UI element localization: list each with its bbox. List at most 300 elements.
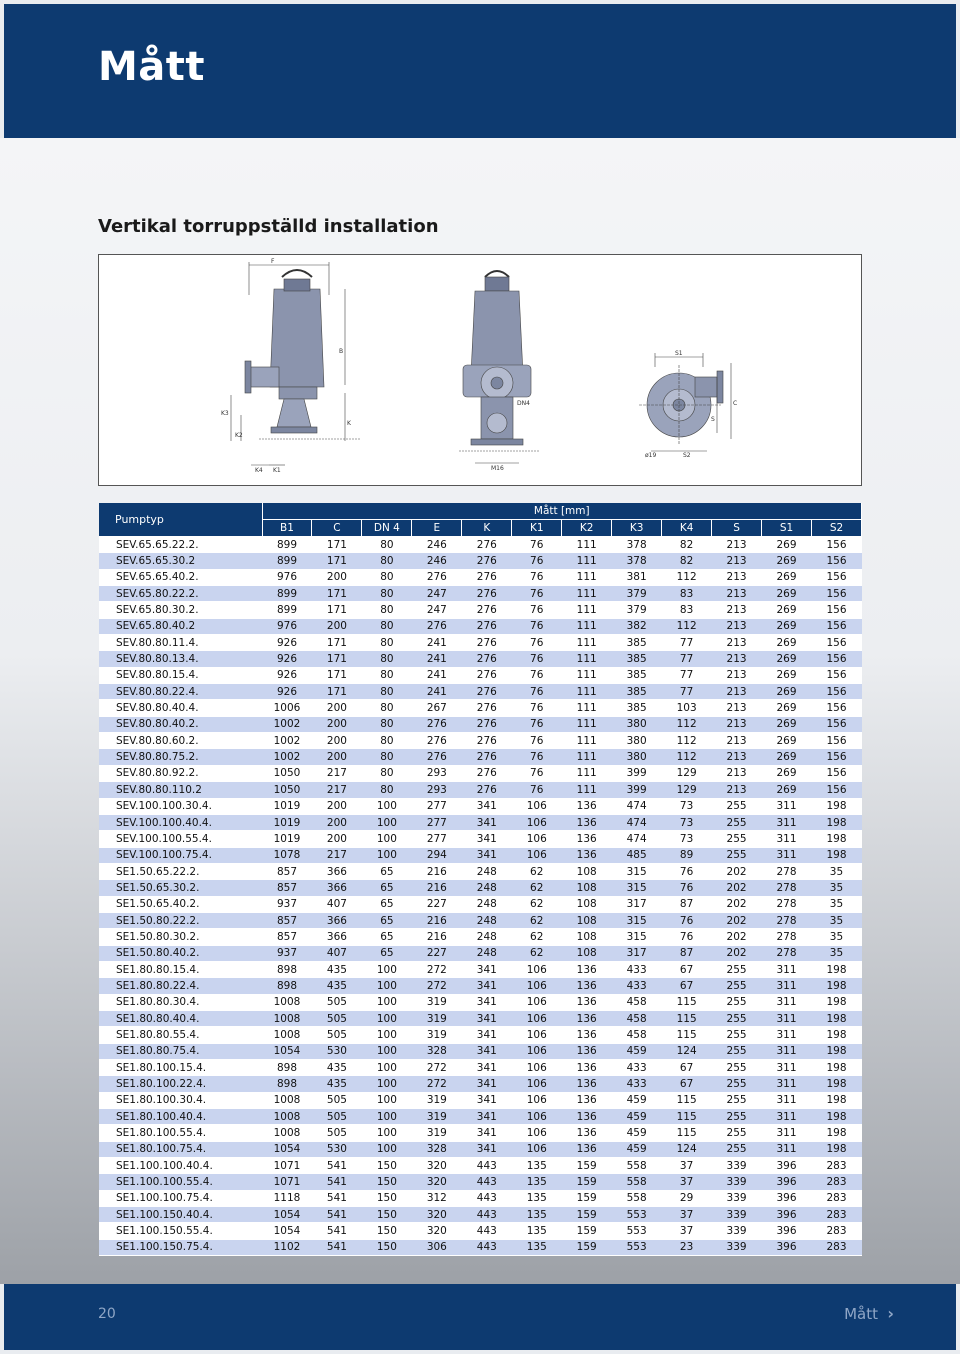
dimension-cell: 115 — [662, 1125, 712, 1141]
pump-type-cell: SE1.80.100.40.4. — [99, 1109, 262, 1125]
dimension-cell: 100 — [362, 1076, 412, 1092]
dimension-cell: 106 — [512, 1141, 562, 1157]
dimension-cell: 213 — [712, 618, 762, 634]
dimension-cell: 100 — [362, 978, 412, 994]
label-k3: K3 — [221, 410, 229, 417]
label-m16: M16 — [491, 465, 504, 472]
table-row — [99, 1239, 862, 1255]
dimension-cell: 558 — [612, 1158, 662, 1174]
pump-drawing — [98, 254, 862, 486]
pump-type-cell: SE1.80.100.30.4. — [99, 1092, 262, 1108]
dimension-cell: 1050 — [262, 765, 312, 781]
dimension-cell: 339 — [712, 1223, 762, 1239]
dimension-cell: 136 — [562, 1109, 612, 1125]
dimension-cell: 136 — [562, 1076, 612, 1092]
dimension-cell: 77 — [662, 684, 712, 700]
dimension-cell: 76 — [512, 684, 562, 700]
dimension-cell: 76 — [512, 602, 562, 618]
dimension-cell: 136 — [562, 847, 612, 863]
dimension-cell: 435 — [312, 1076, 362, 1092]
dimension-cell: 213 — [712, 586, 762, 602]
dimension-cell: 198 — [811, 1010, 861, 1026]
dimension-cell: 135 — [512, 1223, 562, 1239]
table-row — [99, 1027, 862, 1043]
dimension-cell: 80 — [362, 684, 412, 700]
column-header: DN 4 — [362, 520, 412, 537]
dimension-cell: 311 — [762, 1043, 812, 1059]
dimension-cell: 311 — [762, 978, 812, 994]
dimension-cell: 459 — [612, 1125, 662, 1141]
dimension-cell: 106 — [512, 994, 562, 1010]
dimension-cell: 1002 — [262, 716, 312, 732]
dimension-cell: 106 — [512, 831, 562, 847]
dimension-cell: 76 — [662, 929, 712, 945]
page-footer — [4, 1284, 956, 1350]
dimension-cell: 65 — [362, 912, 412, 928]
dimension-cell: 136 — [562, 1125, 612, 1141]
dimension-cell: 435 — [312, 961, 362, 977]
dimension-cell: 159 — [562, 1174, 612, 1190]
dimension-cell: 100 — [362, 1109, 412, 1125]
dimension-cell: 213 — [712, 602, 762, 618]
pump-dimension-drawing — [99, 255, 861, 485]
dimension-cell: 458 — [612, 994, 662, 1010]
dimension-cell: 341 — [462, 1010, 512, 1026]
dimension-cell: 106 — [512, 978, 562, 994]
dimension-cell: 136 — [562, 1092, 612, 1108]
dimension-cell: 283 — [811, 1158, 861, 1174]
dimension-cell: 276 — [462, 765, 512, 781]
dimension-cell: 112 — [662, 749, 712, 765]
dimension-cell: 433 — [612, 1060, 662, 1076]
pump-type-cell: SE1.80.80.75.4. — [99, 1043, 262, 1059]
header-group-matt: Mått [mm] — [262, 503, 862, 520]
dimension-cell: 35 — [811, 880, 861, 896]
pump-type-cell: SEV.80.80.60.2. — [99, 733, 262, 749]
dimension-cell: 156 — [811, 700, 861, 716]
dimension-cell: 108 — [562, 880, 612, 896]
dimension-cell: 156 — [811, 749, 861, 765]
dimension-cell: 311 — [762, 1141, 812, 1157]
dimension-cell: 200 — [312, 798, 362, 814]
dimension-cell: 80 — [362, 586, 412, 602]
dimension-cell: 269 — [762, 602, 812, 618]
dimension-cell: 272 — [412, 1060, 462, 1076]
table-row — [99, 618, 862, 634]
dimension-cell: 378 — [612, 553, 662, 569]
dimension-cell: 115 — [662, 1027, 712, 1043]
dimension-cell: 198 — [811, 1043, 861, 1059]
section-title: Vertikal torruppställd installation — [98, 216, 439, 237]
table-row — [99, 1109, 862, 1125]
dimension-cell: 108 — [562, 863, 612, 879]
dimension-cell: 156 — [811, 733, 861, 749]
dimension-cell: 341 — [462, 1043, 512, 1059]
table-row — [99, 798, 862, 814]
pump-type-cell: SE1.50.65.22.2. — [99, 863, 262, 879]
dimension-cell: 328 — [412, 1141, 462, 1157]
dimension-cell: 198 — [811, 961, 861, 977]
dimension-cell: 278 — [762, 863, 812, 879]
pump-type-cell: SEV.65.65.30.2 — [99, 553, 262, 569]
dimension-cell: 76 — [512, 749, 562, 765]
dimension-cell: 381 — [612, 569, 662, 585]
table-row — [99, 733, 862, 749]
dimension-cell: 200 — [312, 814, 362, 830]
dimension-cell: 80 — [362, 569, 412, 585]
dimension-cell: 255 — [712, 814, 762, 830]
dimension-cell: 156 — [811, 602, 861, 618]
column-header: C — [312, 520, 362, 537]
dimension-cell: 246 — [412, 537, 462, 553]
dimension-cell: 198 — [811, 1076, 861, 1092]
pump-type-cell: SEV.100.100.75.4. — [99, 847, 262, 863]
column-header: K3 — [612, 520, 662, 537]
dimension-cell: 112 — [662, 716, 712, 732]
dimension-cell: 111 — [562, 700, 612, 716]
dimension-cell: 272 — [412, 1076, 462, 1092]
dimension-cell: 111 — [562, 569, 612, 585]
dimension-cell: 62 — [512, 929, 562, 945]
dimension-cell: 255 — [712, 847, 762, 863]
dimension-cell: 156 — [811, 569, 861, 585]
dimension-cell: 311 — [762, 1125, 812, 1141]
dimension-cell: 65 — [362, 880, 412, 896]
dimension-cell: 276 — [412, 716, 462, 732]
dimension-cell: 1008 — [262, 1027, 312, 1043]
dimension-cell: 474 — [612, 831, 662, 847]
dimension-cell: 382 — [612, 618, 662, 634]
dimension-cell: 341 — [462, 831, 512, 847]
dimension-cell: 899 — [262, 602, 312, 618]
label-f: F — [271, 258, 275, 265]
dimension-cell: 202 — [712, 912, 762, 928]
dimension-cell: 328 — [412, 1043, 462, 1059]
dimension-cell: 341 — [462, 798, 512, 814]
pump-type-cell: SE1.80.100.22.4. — [99, 1076, 262, 1092]
table-row — [99, 651, 862, 667]
dimension-cell: 255 — [712, 1060, 762, 1076]
table-row — [99, 945, 862, 961]
dimension-cell: 505 — [312, 1010, 362, 1026]
dimension-cell: 171 — [312, 684, 362, 700]
dimension-cell: 558 — [612, 1174, 662, 1190]
dimension-cell: 62 — [512, 945, 562, 961]
table-row — [99, 994, 862, 1010]
dimension-cell: 35 — [811, 863, 861, 879]
pump-type-cell: SE1.50.80.40.2. — [99, 945, 262, 961]
dimension-cell: 366 — [312, 863, 362, 879]
dimension-cell: 111 — [562, 716, 612, 732]
dimension-cell: 341 — [462, 1141, 512, 1157]
dimension-cell: 76 — [512, 553, 562, 569]
dimension-cell: 111 — [562, 618, 612, 634]
dimension-cell: 898 — [262, 1060, 312, 1076]
dimension-cell: 1008 — [262, 1010, 312, 1026]
dimension-cell: 541 — [312, 1207, 362, 1223]
dimension-cell: 1008 — [262, 994, 312, 1010]
dimension-cell: 541 — [312, 1158, 362, 1174]
dimension-cell: 156 — [811, 765, 861, 781]
dimension-cell: 100 — [362, 814, 412, 830]
dimension-cell: 319 — [412, 1092, 462, 1108]
pump-type-cell: SEV.80.80.40.4. — [99, 700, 262, 716]
pump-type-cell: SE1.100.150.55.4. — [99, 1223, 262, 1239]
dimension-cell: 156 — [811, 635, 861, 651]
dimension-cell: 407 — [312, 896, 362, 912]
dimension-cell: 396 — [762, 1223, 812, 1239]
dimension-cell: 898 — [262, 978, 312, 994]
dimension-cell: 76 — [662, 863, 712, 879]
pump-type-cell: SEV.80.80.22.4. — [99, 684, 262, 700]
table-row — [99, 684, 862, 700]
dimension-cell: 198 — [811, 1092, 861, 1108]
pump-type-cell: SE1.80.80.22.4. — [99, 978, 262, 994]
page-number: 20 — [98, 1306, 116, 1322]
dimension-cell: 115 — [662, 1010, 712, 1026]
dimension-cell: 111 — [562, 684, 612, 700]
dimension-cell: 87 — [662, 945, 712, 961]
dimension-cell: 341 — [462, 847, 512, 863]
column-header: E — [412, 520, 462, 537]
column-header: K1 — [512, 520, 562, 537]
dimension-cell: 278 — [762, 880, 812, 896]
dimension-cell: 276 — [462, 749, 512, 765]
dimension-cell: 399 — [612, 782, 662, 798]
dimension-cell: 213 — [712, 684, 762, 700]
dimension-cell: 106 — [512, 1060, 562, 1076]
dimension-cell: 76 — [512, 667, 562, 683]
table-row — [99, 1141, 862, 1157]
pump-top-view — [639, 353, 731, 451]
pump-type-cell: SEV.100.100.40.4. — [99, 814, 262, 830]
dimension-cell: 150 — [362, 1223, 412, 1239]
dimension-cell: 35 — [811, 929, 861, 945]
dimension-cell: 380 — [612, 749, 662, 765]
dimension-cell: 366 — [312, 929, 362, 945]
dimension-cell: 198 — [811, 978, 861, 994]
dimension-cell: 73 — [662, 814, 712, 830]
dimension-cell: 1002 — [262, 733, 312, 749]
dimension-cell: 380 — [612, 733, 662, 749]
dimension-cell: 378 — [612, 537, 662, 553]
pump-type-cell: SEV.80.80.13.4. — [99, 651, 262, 667]
dimension-cell: 319 — [412, 1109, 462, 1125]
dimension-cell: 459 — [612, 1043, 662, 1059]
dimension-cell: 255 — [712, 994, 762, 1010]
dimension-cell: 276 — [462, 635, 512, 651]
dimension-cell: 111 — [562, 537, 612, 553]
dimension-cell: 83 — [662, 586, 712, 602]
dimension-cell: 898 — [262, 961, 312, 977]
dimension-cell: 976 — [262, 569, 312, 585]
pump-front-view — [459, 271, 539, 463]
dimension-cell: 227 — [412, 896, 462, 912]
dimension-cell: 135 — [512, 1174, 562, 1190]
dimension-cell: 198 — [811, 831, 861, 847]
dimension-cell: 898 — [262, 1076, 312, 1092]
dimension-cell: 108 — [562, 896, 612, 912]
dimension-cell: 319 — [412, 1010, 462, 1026]
pump-type-cell: SE1.80.100.55.4. — [99, 1125, 262, 1141]
dimension-cell: 77 — [662, 651, 712, 667]
dimension-cell: 213 — [712, 553, 762, 569]
dimension-cell: 150 — [362, 1158, 412, 1174]
dimension-cell: 135 — [512, 1158, 562, 1174]
dimension-cell: 213 — [712, 700, 762, 716]
dimension-cell: 283 — [811, 1223, 861, 1239]
dimension-cell: 135 — [512, 1190, 562, 1206]
pump-side-view — [231, 262, 361, 465]
dimension-cell: 857 — [262, 880, 312, 896]
dimension-cell: 553 — [612, 1239, 662, 1255]
dimension-cell: 269 — [762, 586, 812, 602]
dimension-cell: 106 — [512, 798, 562, 814]
dimension-cell: 216 — [412, 929, 462, 945]
dimension-cell: 443 — [462, 1239, 512, 1255]
dimension-cell: 129 — [662, 782, 712, 798]
dimension-cell: 1054 — [262, 1223, 312, 1239]
dimension-cell: 213 — [712, 635, 762, 651]
dimension-cell: 341 — [462, 994, 512, 1010]
dimension-cell: 200 — [312, 618, 362, 634]
dimension-cell: 276 — [412, 618, 462, 634]
dimension-cell: 89 — [662, 847, 712, 863]
dimension-cell: 156 — [811, 618, 861, 634]
dimension-cell: 435 — [312, 1060, 362, 1076]
dimension-cell: 112 — [662, 733, 712, 749]
table-row — [99, 1207, 862, 1223]
label-k2: K2 — [235, 432, 243, 439]
column-header: S2 — [811, 520, 861, 537]
dimension-cell: 311 — [762, 1109, 812, 1125]
dimension-cell: 311 — [762, 814, 812, 830]
dimension-cell: 276 — [412, 569, 462, 585]
dimension-cell: 1054 — [262, 1207, 312, 1223]
dimension-cell: 899 — [262, 586, 312, 602]
dimension-cell: 255 — [712, 1092, 762, 1108]
dimension-cell: 65 — [362, 945, 412, 961]
dimension-cell: 255 — [712, 831, 762, 847]
dimension-cell: 246 — [412, 553, 462, 569]
dimension-cell: 276 — [462, 716, 512, 732]
pump-type-cell: SE1.50.65.30.2. — [99, 880, 262, 896]
dimension-cell: 106 — [512, 814, 562, 830]
dimension-cell: 255 — [712, 1125, 762, 1141]
dimension-cell: 433 — [612, 961, 662, 977]
dimension-cell: 396 — [762, 1207, 812, 1223]
dimension-cell: 1008 — [262, 1092, 312, 1108]
dimension-cell: 317 — [612, 945, 662, 961]
dimension-cell: 202 — [712, 945, 762, 961]
pump-type-cell: SEV.80.80.110.2 — [99, 782, 262, 798]
dimension-cell: 505 — [312, 994, 362, 1010]
dimension-cell: 171 — [312, 651, 362, 667]
dimension-cell: 37 — [662, 1207, 712, 1223]
dimension-cell: 294 — [412, 847, 462, 863]
dimension-cell: 100 — [362, 1141, 412, 1157]
dimension-cell: 136 — [562, 798, 612, 814]
dimension-cell: 76 — [512, 618, 562, 634]
dimension-cell: 80 — [362, 782, 412, 798]
dimension-cell: 76 — [512, 635, 562, 651]
dimension-cell: 278 — [762, 929, 812, 945]
dimension-cell: 213 — [712, 569, 762, 585]
pump-type-cell: SE1.100.100.55.4. — [99, 1174, 262, 1190]
dimension-cell: 83 — [662, 602, 712, 618]
dimension-cell: 311 — [762, 1076, 812, 1092]
table-row — [99, 1223, 862, 1239]
pump-type-cell: SE1.100.150.75.4. — [99, 1239, 262, 1255]
table-body — [99, 537, 862, 1256]
dimension-cell: 100 — [362, 1092, 412, 1108]
dimension-cell: 67 — [662, 1076, 712, 1092]
dimension-cell: 200 — [312, 716, 362, 732]
dimension-cell: 396 — [762, 1158, 812, 1174]
dimension-cell: 857 — [262, 929, 312, 945]
dimension-cell: 1008 — [262, 1125, 312, 1141]
dimension-cell: 255 — [712, 978, 762, 994]
dimension-cell: 129 — [662, 765, 712, 781]
pump-type-cell: SEV.80.80.15.4. — [99, 667, 262, 683]
table-row — [99, 716, 862, 732]
table-row — [99, 1060, 862, 1076]
dimension-cell: 315 — [612, 880, 662, 896]
label-b: B — [339, 348, 344, 355]
dimension-cell: 136 — [562, 961, 612, 977]
dimension-cell: 100 — [362, 798, 412, 814]
dimension-cell: 150 — [362, 1207, 412, 1223]
label-k: K — [347, 420, 351, 427]
dimension-cell: 276 — [462, 618, 512, 634]
column-header: S1 — [762, 520, 812, 537]
dimension-cell: 80 — [362, 749, 412, 765]
pump-type-cell: SE1.50.80.30.2. — [99, 929, 262, 945]
pump-type-cell: SE1.80.80.30.4. — [99, 994, 262, 1010]
dimension-cell: 77 — [662, 635, 712, 651]
dimension-cell: 136 — [562, 978, 612, 994]
dimension-cell: 247 — [412, 602, 462, 618]
header-pumptyp: Pumptyp — [99, 503, 262, 537]
dimension-cell: 198 — [811, 814, 861, 830]
pump-type-cell: SE1.100.100.40.4. — [99, 1158, 262, 1174]
dimension-cell: 106 — [512, 1076, 562, 1092]
dimension-cell: 198 — [811, 1027, 861, 1043]
pump-type-cell: SE1.50.65.40.2. — [99, 896, 262, 912]
pump-type-cell: SEV.65.80.22.2. — [99, 586, 262, 602]
dimension-cell: 319 — [412, 1027, 462, 1043]
dimension-cell: 202 — [712, 880, 762, 896]
dimension-cell: 505 — [312, 1109, 362, 1125]
table-row — [99, 831, 862, 847]
dimension-cell: 202 — [712, 896, 762, 912]
dimension-cell: 277 — [412, 798, 462, 814]
pump-type-cell: SE1.80.100.75.4. — [99, 1141, 262, 1157]
dimension-cell: 213 — [712, 765, 762, 781]
dimension-cell: 198 — [811, 1060, 861, 1076]
label-k1: K1 — [273, 467, 281, 474]
dimension-cell: 156 — [811, 553, 861, 569]
dimension-cell: 100 — [362, 1027, 412, 1043]
table-row — [99, 1076, 862, 1092]
dimension-cell: 267 — [412, 700, 462, 716]
dimension-cell: 200 — [312, 831, 362, 847]
dimension-cell: 341 — [462, 814, 512, 830]
table-row — [99, 896, 862, 912]
dimension-cell: 433 — [612, 1076, 662, 1092]
dimension-cell: 311 — [762, 798, 812, 814]
dimension-cell: 87 — [662, 896, 712, 912]
